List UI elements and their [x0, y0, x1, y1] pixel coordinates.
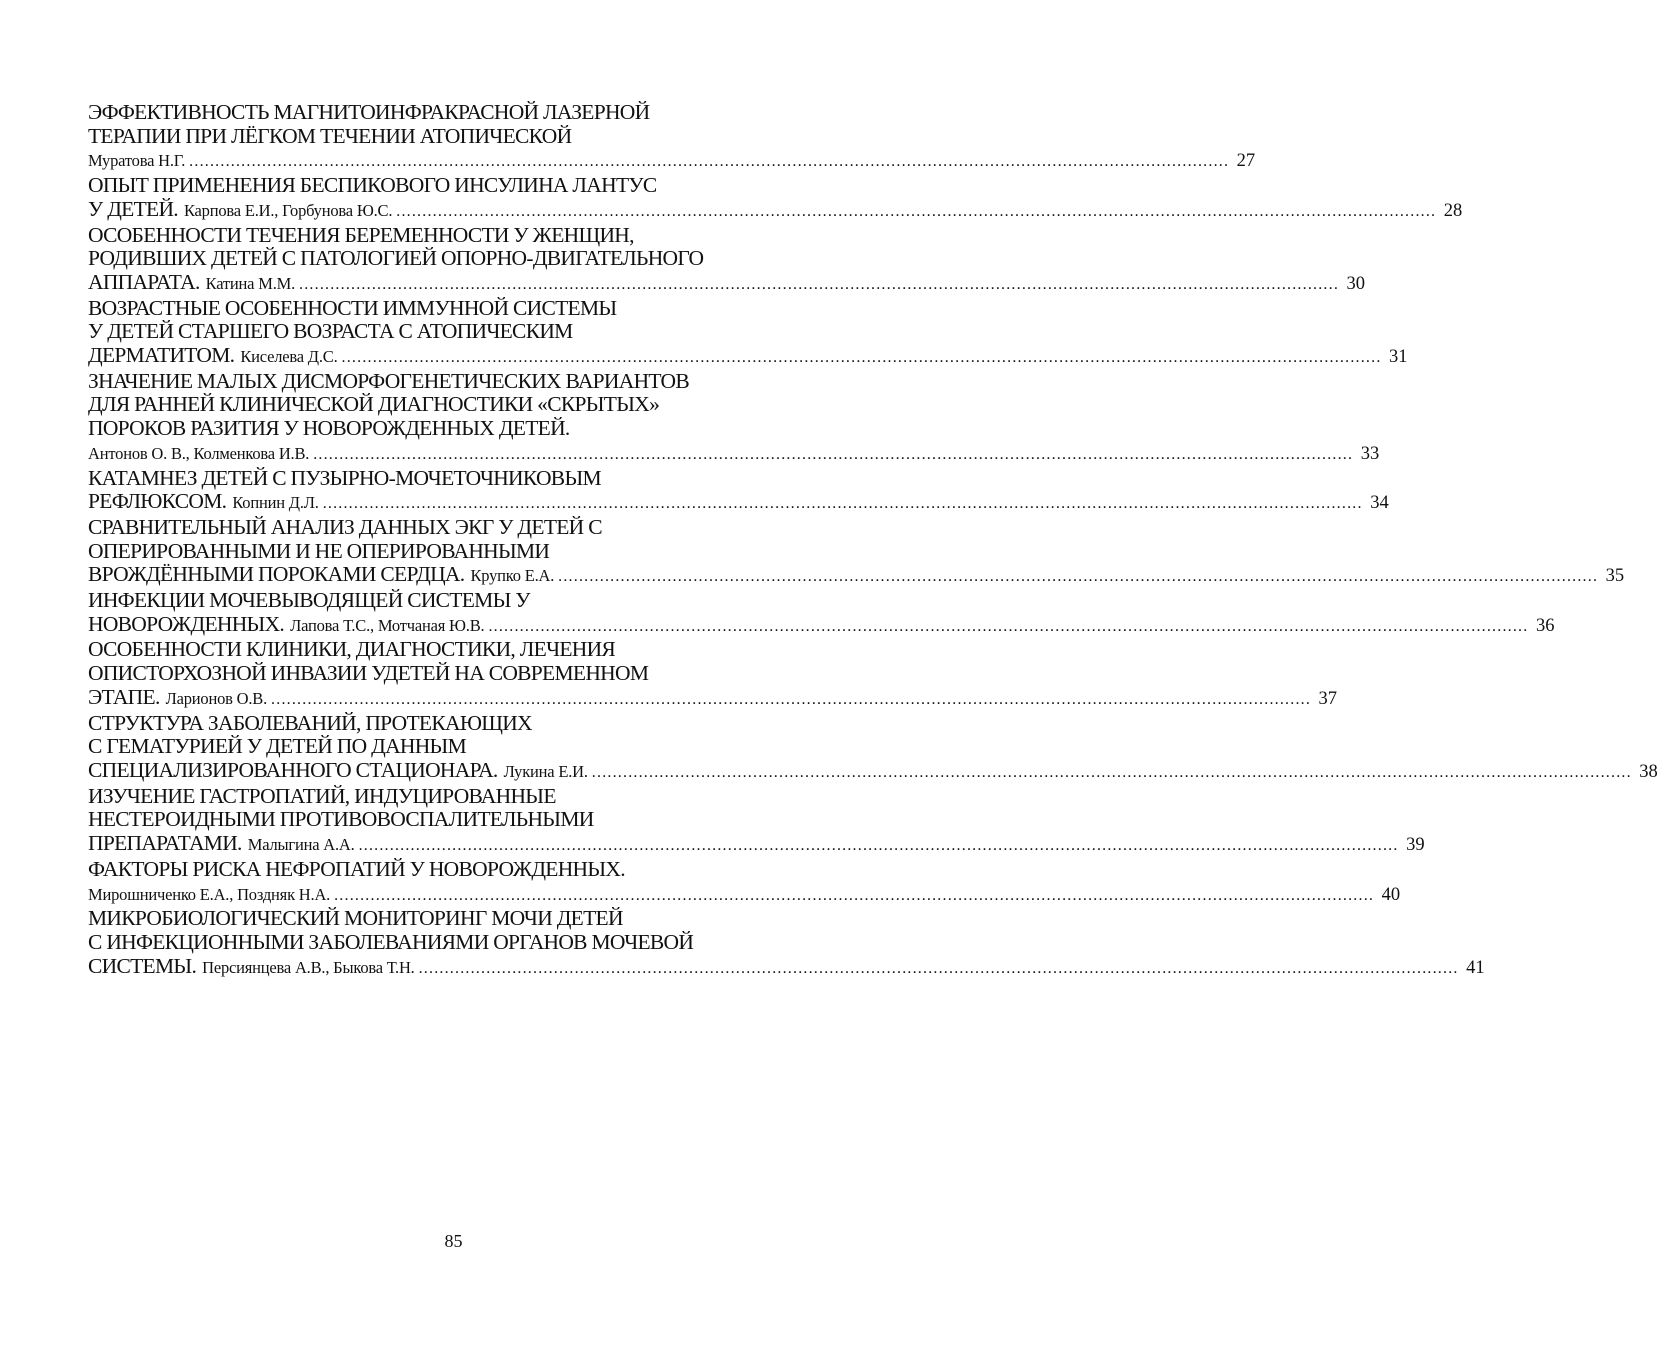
entry-title-line: АППАРАТА. — [88, 269, 200, 294]
dot-leader: ........................................................................................................................................................................................................ — [358, 837, 1399, 855]
entry-page-number: 35 — [1605, 566, 1625, 587]
entry-page-number: 27 — [1236, 151, 1256, 172]
entry-authors: Копнин Д.Л. — [232, 493, 319, 513]
toc-entry — [88, 588, 1555, 638]
entry-title-line: МИКРОБИОЛОГИЧЕСКИЙ МОНИТОРИНГ МОЧИ ДЕТЕЙ — [88, 906, 623, 931]
entry-title-line: ОПЕРИРОВАННЫМИ И НЕ ОПЕРИРОВАННЫМИ — [88, 538, 550, 563]
dot-leader: ........................................................................................................................................................................................................ — [396, 202, 1437, 220]
entry-authors: Ларионов О.В. — [165, 688, 268, 708]
entry-page-number: 36 — [1535, 615, 1555, 636]
dot-leader: ........................................................................................................................................................................................................ — [322, 495, 1363, 513]
entry-authors: Малыгина А.А. — [247, 835, 355, 855]
entry-leader-line — [88, 489, 1389, 516]
toc-entry — [88, 368, 1380, 467]
entry-title-line: ОПИСТОРХОЗНОЙ ИНВАЗИИ УДЕТЕЙ НА СОВРЕМЕННОМ — [88, 661, 649, 686]
entry-title-line: ДЛЯ РАННЕЙ КЛИНИЧЕСКОЙ ДИАГНОСТИКИ «СКРЫТЫХ» — [88, 392, 660, 417]
toc-entry — [88, 856, 1401, 907]
dot-leader: ........................................................................................................................................................................................................ — [271, 690, 1312, 708]
entry-page-number: 40 — [1381, 884, 1401, 905]
entry-title-line: ТЕРАПИИ ПРИ ЛЁГКОМ ТЕЧЕНИИ АТОПИЧЕСКОЙ — [88, 123, 572, 148]
entry-title-line: ИНФЕКЦИИ МОЧЕВЫВОДЯЩЕЙ СИСТЕМЫ У — [88, 588, 530, 613]
entry-leader-line — [88, 196, 1463, 224]
toc-entry — [88, 710, 1658, 785]
dot-leader: ........................................................................................................................................................................................................ — [334, 886, 1375, 904]
toc-entry — [88, 906, 1485, 980]
entry-page-number: 33 — [1360, 443, 1380, 464]
entry-leader-line — [88, 684, 1338, 712]
entry-leader-line — [88, 148, 1256, 174]
entry-authors: Крупко Е.А. — [470, 566, 555, 586]
dot-leader: ........................................................................................................................................................................................................ — [488, 617, 1529, 635]
entry-authors: Киселева Д.С. — [240, 347, 338, 367]
entry-title-line: ВОЗРАСТНЫЕ ОСОБЕННОСТИ ИММУННОЙ СИСТЕМЫ — [88, 295, 617, 320]
entry-title-line: У ДЕТЕЙ СТАРШЕГО ВОЗРАСТА С АТОПИЧЕСКИМ — [88, 319, 573, 344]
table-of-contents — [88, 100, 1658, 980]
entry-leader-line — [88, 441, 1380, 467]
entry-title-line: ЗНАЧЕНИЕ МАЛЫХ ДИСМОРФОГЕНЕТИЧЕСКИХ ВАРИАНТОВ — [88, 368, 690, 393]
toc-entry — [88, 222, 1366, 297]
toc-entry — [88, 173, 1463, 223]
entry-authors: Муратова Н.Г. — [88, 151, 186, 171]
entry-title-line: ДЕРМАТИТОМ. — [88, 343, 235, 368]
entry-title-line: ОПЫТ ПРИМЕНЕНИЯ БЕСПИКОВОГО ИНСУЛИНА ЛАНТУС — [88, 173, 657, 198]
entry-authors: Лапова Т.С., Мотчаная Ю.В. — [290, 615, 485, 635]
entry-title-line: С ГЕМАТУРИЕЙ У ДЕТЕЙ ПО ДАННЫМ — [88, 734, 467, 759]
entry-page-number: 28 — [1443, 200, 1463, 221]
entry-title-line: С ИНФЕКЦИОННЫМИ ЗАБОЛЕВАНИЯМИ ОРГАНОВ МОЧЕВОЙ — [88, 929, 694, 954]
entry-leader-line — [88, 611, 1555, 639]
entry-title-line: ФАКТОРЫ РИСКА НЕФРОПАТИЙ У НОВОРОЖДЕННЫХ. — [88, 856, 625, 881]
entry-title-line: СИСТЕМЫ. — [88, 953, 197, 978]
entry-leader-line — [88, 343, 1408, 370]
dot-leader: ........................................................................................................................................................................................................ — [313, 445, 1354, 463]
entry-title-line: СРАВНИТЕЛЬНЫЙ АНАЛИЗ ДАННЫХ ЭКГ У ДЕТЕЙ С — [88, 514, 602, 539]
dot-leader: ........................................................................................................................................................................................................ — [341, 349, 1382, 367]
entry-title-line: СТРУКТУРА ЗАБОЛЕВАНИЙ, ПРОТЕКАЮЩИХ — [88, 710, 532, 735]
entry-page-number: 38 — [1639, 761, 1658, 782]
dot-leader: ........................................................................................................................................................................................................ — [591, 763, 1632, 781]
entry-page-number: 37 — [1318, 688, 1338, 709]
entry-title-line: ОСОБЕННОСТИ КЛИНИКИ, ДИАГНОСТИКИ, ЛЕЧЕНИЯ — [88, 637, 616, 662]
entry-title-line: НОВОРОЖДЕННЫХ. — [88, 611, 285, 636]
entry-page-number: 41 — [1466, 957, 1485, 978]
entry-authors: Катина М.М. — [205, 273, 296, 293]
entry-title-line: ОСОБЕННОСТИ ТЕЧЕНИЯ БЕРЕМЕННОСТИ У ЖЕНЩИН, — [88, 222, 634, 247]
entry-title-line: ЭТАПЕ. — [88, 684, 160, 709]
entry-authors: Антонов О. В., Колменкова И.В. — [88, 443, 310, 463]
entry-title-line: У ДЕТЕЙ. — [88, 196, 178, 221]
entry-leader-line — [88, 882, 1401, 908]
dot-leader: ........................................................................................................................................................................................................ — [189, 153, 1230, 171]
toc-entry — [88, 514, 1625, 589]
entry-title-line: ПРЕПАРАТАМИ. — [88, 831, 242, 856]
toc-entry — [88, 100, 1256, 174]
entry-page-number: 31 — [1389, 347, 1408, 368]
entry-leader-line — [88, 953, 1485, 981]
entry-title-line: ПОРОКОВ РАЗИТИЯ У НОВОРОЖДЕННЫХ ДЕТЕЙ. — [88, 416, 570, 441]
toc-entry — [88, 637, 1338, 711]
dot-leader: ........................................................................................................................................................................................................ — [299, 275, 1340, 293]
entry-title-line: РЕФЛЮКСОМ. — [88, 489, 227, 514]
toc-entry — [88, 295, 1408, 370]
entry-authors: Лукина Е.И. — [503, 761, 588, 781]
toc-entry — [88, 465, 1389, 516]
entry-authors: Карпова Е.И., Горбунова Ю.С. — [183, 200, 393, 220]
entry-leader-line — [88, 269, 1366, 297]
dot-leader: ........................................................................................................................................................................................................ — [558, 568, 1599, 586]
page-number: 85 — [444, 1231, 463, 1251]
entry-title-line: РОДИВШИХ ДЕТЕЙ С ПАТОЛОГИЕЙ ОПОРНО-ДВИГАТЕЛЬНОГО — [88, 246, 704, 271]
entry-authors: Мирошниченко Е.А., Поздняк Н.А. — [88, 884, 331, 904]
dot-leader: ........................................................................................................................................................................................................ — [418, 959, 1459, 977]
entry-leader-line — [88, 831, 1425, 858]
toc-entry — [88, 783, 1425, 858]
entry-page-number: 30 — [1346, 273, 1366, 294]
entry-page-number: 34 — [1370, 493, 1389, 514]
entry-leader-line — [88, 757, 1658, 785]
entry-title-line: НЕСТЕРОИДНЫМИ ПРОТИВОВОСПАЛИТЕЛЬНЫМИ — [88, 807, 594, 832]
entry-page-number: 39 — [1406, 835, 1425, 856]
entry-title-line: КАТАМНЕЗ ДЕТЕЙ С ПУЗЫРНО-МОЧЕТОЧНИКОВЫМ — [88, 465, 601, 490]
entry-authors: Персиянцева А.В., Быкова Т.Н. — [202, 957, 415, 977]
entry-title-line: СПЕЦИАЛИЗИРОВАННОГО СТАЦИОНАРА. — [88, 757, 498, 782]
entry-leader-line — [88, 562, 1625, 589]
entry-title-line: ИЗУЧЕНИЕ ГАСТРОПАТИЙ, ИНДУЦИРОВАННЫЕ — [88, 783, 556, 808]
entry-title-line: ЭФФЕКТИВНОСТЬ МАГНИТОИНФРАКРАСНОЙ ЛАЗЕРНОЙ — [88, 100, 650, 124]
entry-title-line: ВРОЖДЁННЫМИ ПОРОКАМИ СЕРДЦА. — [88, 562, 465, 587]
